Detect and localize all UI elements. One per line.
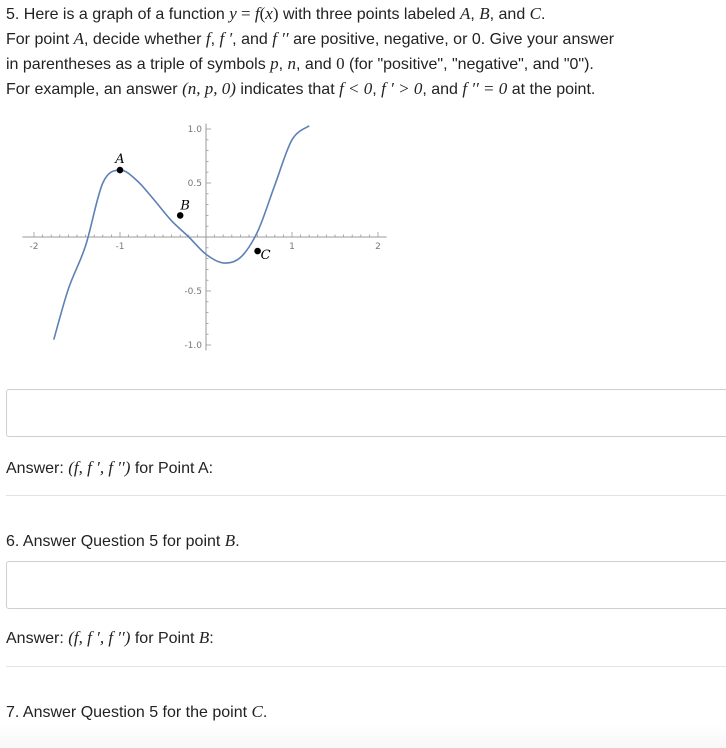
answer-input-point-a[interactable] [6, 389, 726, 437]
function-graph [22, 114, 392, 354]
separator-2 [6, 666, 726, 667]
graph-curve [54, 126, 309, 340]
x-tick-label: -1 [115, 242, 125, 252]
graph-tick-labels [30, 125, 381, 351]
point-a-label: A [115, 152, 125, 168]
separator-1 [6, 495, 726, 496]
question-5-line-3: in parentheses as a triple of symbols p, n, and 0 (for "positive", "negative", and "0"). [6, 54, 594, 73]
question-7-text: 7. Answer Question 5 for the point C. [6, 702, 268, 721]
x-tick-label: -2 [29, 242, 39, 252]
point-a-marker [117, 167, 124, 174]
question-6-text: 6. Answer Question 5 for point B. [6, 531, 240, 550]
next-answer-box-edge [0, 725, 726, 748]
answer-input-point-b[interactable] [6, 561, 726, 609]
point-c-label: C [260, 248, 271, 264]
function-curve [54, 126, 309, 340]
x-tick-label: 2 [375, 242, 381, 252]
question-5-line-2: For point A, decide whether f, f ′, and f ′′ are positive, negative, or 0. Give your answer [6, 29, 615, 48]
graph-points [114, 152, 270, 263]
question-5-text [6, 2, 722, 102]
y-tick-label: -0.5 [184, 287, 202, 297]
answer-label-point-a: Answer: (f, f ′, f ′′) for Point A: [6, 458, 214, 477]
y-tick-label: 1.0 [187, 125, 202, 135]
y-tick-label: -1.0 [184, 341, 202, 351]
point-b-label: B [180, 198, 190, 214]
question-5-line-4: For example, an answer (n, p, 0) indicates that f < 0, f ′ > 0, and f ′′ = 0 at the point. [6, 79, 596, 98]
x-tick-label: 1 [289, 242, 295, 252]
y-tick-label: 0.5 [187, 179, 202, 189]
question-5-line-1: 5. Here is a graph of a function y = f(x) with three points labeled A, B, and C. [6, 4, 546, 23]
answer-label-point-b: Answer: (f, f ′, f ′′) for Point B: [6, 628, 214, 647]
